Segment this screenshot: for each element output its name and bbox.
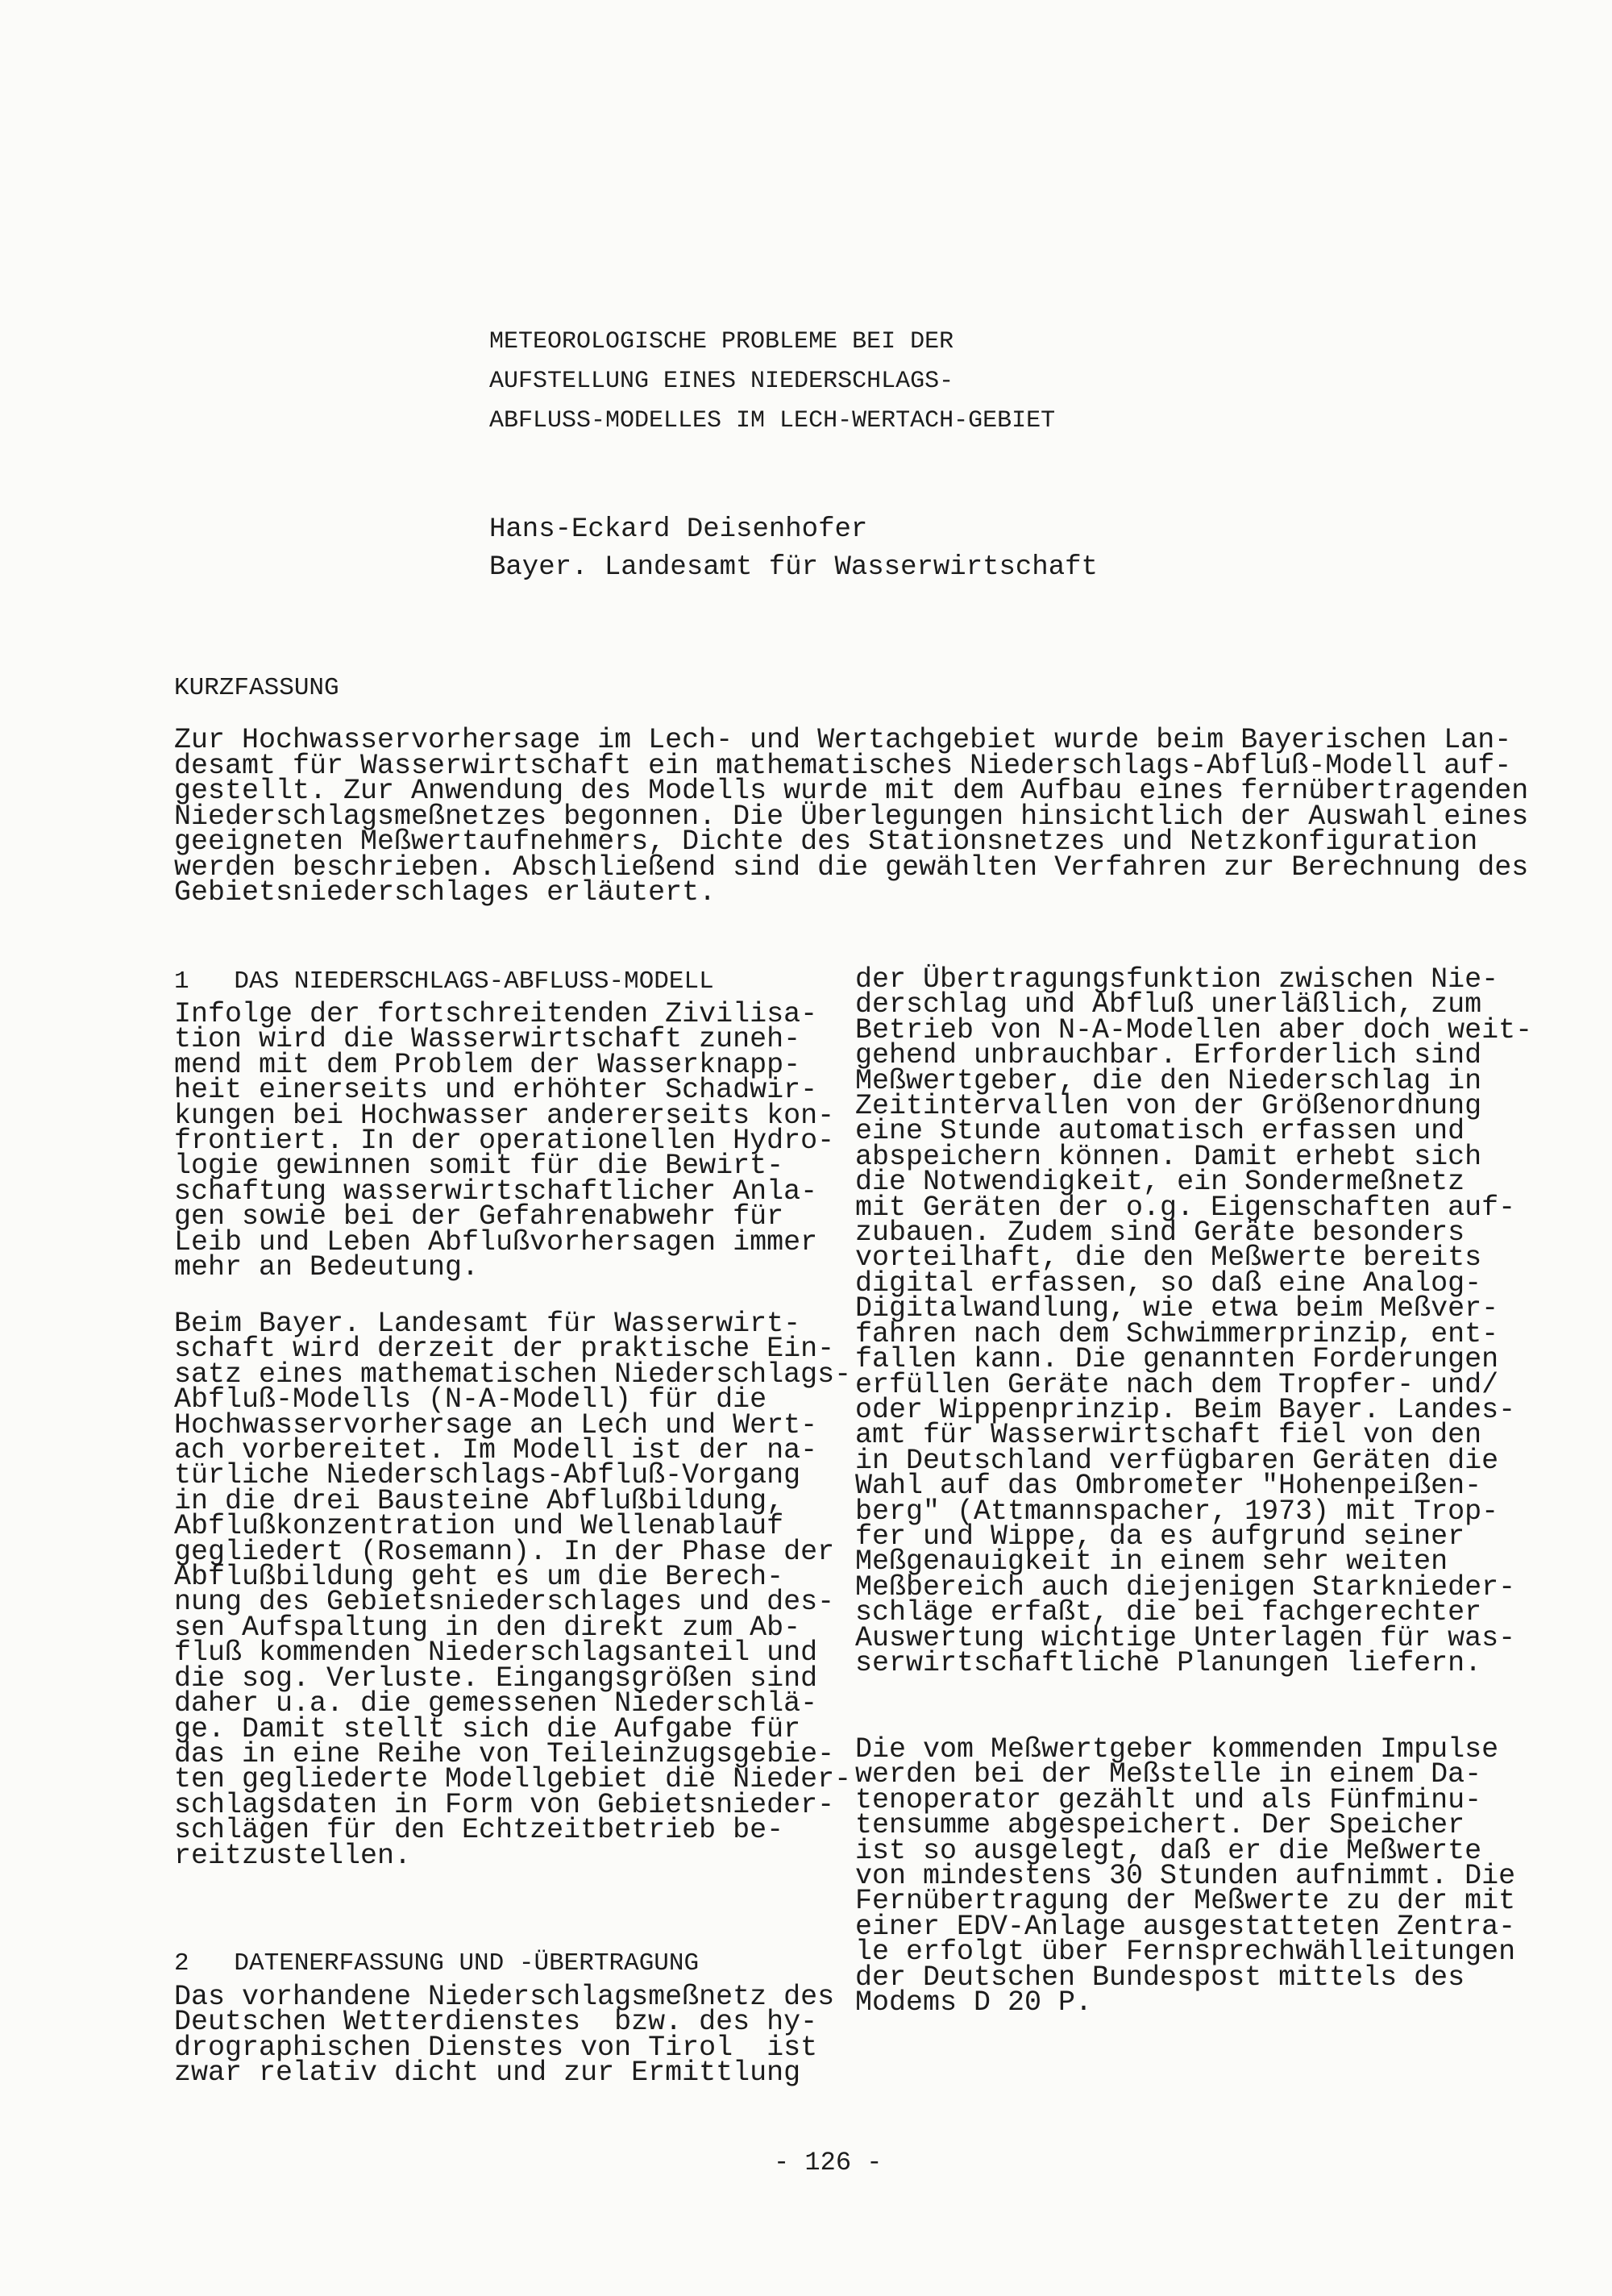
text-line: Digitalwandlung, wie etwa beim Meßver- bbox=[855, 1292, 1499, 1325]
text-line: Das vorhandene Niederschlagsmeßnetz des bbox=[174, 1981, 835, 2013]
text-line: zubauen. Zudem sind Geräte besonders bbox=[855, 1217, 1465, 1250]
text-line: Auswertung wichtige Unterlagen für was- bbox=[855, 1621, 1516, 1654]
text-line: ist so ausgelegt, daß er die Meßwerte bbox=[855, 1834, 1482, 1867]
text-line: gehend unbrauchbar. Erforderlich sind bbox=[855, 1039, 1482, 1072]
right-column-paragraph-1 bbox=[855, 963, 1533, 1679]
page-number: - 126 - bbox=[774, 2148, 883, 2177]
text-line: zwar relativ dicht und zur Ermittlung bbox=[174, 2057, 801, 2090]
text-line: fer und Wippe, da es aufgrund seiner bbox=[855, 1520, 1465, 1553]
abstract-line: geeigneten Meßwertaufnehmers, Dichte des Stationsnetzes und Netzkonfiguration bbox=[174, 826, 1478, 858]
text-line: schaft wird derzeit der praktische Ein- bbox=[174, 1333, 835, 1366]
text-line: gen sowie bei der Gefahrenabwehr für bbox=[174, 1200, 784, 1233]
text-line: satz eines mathematischen Niederschlags- bbox=[174, 1358, 852, 1391]
text-line: sen Aufspaltung in den direkt zum Ab- bbox=[174, 1611, 801, 1644]
text-line: schläge erfaßt, die bei fachgerechter bbox=[855, 1596, 1482, 1629]
abstract-line: desamt für Wasserwirtschaft ein mathematisches Niederschlags-Abfluß-Modell auf- bbox=[174, 749, 1512, 782]
text-line: serwirtschaftliche Planungen liefern. bbox=[855, 1646, 1482, 1679]
text-line: abspeichern können. Damit erhebt sich bbox=[855, 1140, 1482, 1173]
text-line: Betrieb von N-A-Modellen aber doch weit- bbox=[855, 1013, 1533, 1046]
text-line: ach vorbereitet. Im Modell ist der na- bbox=[174, 1434, 818, 1467]
text-line: frontiert. In der operationellen Hydro- bbox=[174, 1125, 835, 1158]
text-line: drographischen Dienstes von Tirol ist bbox=[174, 2031, 818, 2064]
text-line: Wahl auf das Ombrometer "Hohenpeißen- bbox=[855, 1470, 1482, 1503]
text-line: mehr an Bedeutung. bbox=[174, 1251, 480, 1284]
right-column-paragraph-2 bbox=[855, 1733, 1516, 2019]
section-2-heading: 2 DATENERFASSUNG UND -ÜBERTRAGUNG bbox=[174, 1949, 700, 1978]
text-line: Deutschen Wetterdienstes bzw. des hy- bbox=[174, 2006, 818, 2039]
text-line: Beim Bayer. Landesamt für Wasserwirt- bbox=[174, 1308, 801, 1340]
text-line: der Übertragungsfunktion zwischen Nie- bbox=[855, 963, 1499, 996]
text-line: Abflußkonzentration und Wellenablauf bbox=[174, 1510, 784, 1543]
text-line: mit Geräten der o.g. Eigenschaften auf- bbox=[855, 1191, 1516, 1224]
author-name: Hans-Eckard Deisenhofer bbox=[489, 514, 868, 545]
text-line: vorteilhaft, die den Meßwerte bereits bbox=[855, 1242, 1482, 1275]
author-affiliation: Bayer. Landesamt für Wasserwirtschaft bbox=[489, 552, 1098, 583]
text-line: gegliedert (Rosemann). In der Phase der bbox=[174, 1535, 835, 1568]
text-line: Die vom Meßwertgeber kommenden Impulse bbox=[855, 1733, 1499, 1766]
text-line: die Notwendigkeit, ein Sondermeßnetz bbox=[855, 1166, 1465, 1199]
text-line: berg" (Attmannspacher, 1973) mit Trop- bbox=[855, 1495, 1499, 1528]
text-line: Abflußbildung geht es um die Berech- bbox=[174, 1561, 784, 1594]
abstract-line: gestellt. Zur Anwendung des Modells wurde mit dem Aufbau eines fernübertragenden bbox=[174, 775, 1529, 807]
title-line: METEOROLOGISCHE PROBLEME BEI DER bbox=[489, 328, 954, 356]
document-title bbox=[489, 322, 1055, 441]
text-line: eine Stunde automatisch erfassen und bbox=[855, 1115, 1465, 1148]
text-line: schlagsdaten in Form von Gebietsnieder- bbox=[174, 1788, 835, 1821]
text-line: einer EDV-Anlage ausgestatteten Zentra- bbox=[855, 1910, 1516, 1943]
section-2-paragraph-1 bbox=[174, 1981, 835, 2090]
text-line: nung des Gebietsniederschlages und des- bbox=[174, 1586, 835, 1619]
text-line: ten gegliederte Modellgebiet die Nieder- bbox=[174, 1763, 852, 1796]
text-line: Leib und Leben Abflußvorhersagen immer bbox=[174, 1225, 818, 1258]
text-line: oder Wippenprinzip. Beim Bayer. Landes- bbox=[855, 1393, 1516, 1426]
text-line: Meßbereich auch diejenigen Starknieder- bbox=[855, 1570, 1516, 1603]
text-line: ge. Damit stellt sich die Aufgabe für bbox=[174, 1712, 801, 1745]
title-line: ABFLUSS-MODELLES IM LECH-WERTACH-GEBIET bbox=[489, 407, 1056, 435]
abstract-line: Gebietsniederschlages erläutert. bbox=[174, 876, 717, 909]
text-line: die sog. Verluste. Eingangsgrößen sind bbox=[174, 1662, 818, 1695]
section-1-heading: 1 DAS NIEDERSCHLAGS-ABFLUSS-MODELL bbox=[174, 967, 714, 996]
title-line: AUFSTELLUNG EINES NIEDERSCHLAGS- bbox=[489, 368, 954, 395]
text-line: schaftung wasserwirtschaftlicher Anla- bbox=[174, 1175, 818, 1208]
text-line: Fernübertragung der Meßwerte zu der mit bbox=[855, 1885, 1516, 1918]
text-line: amt für Wasserwirtschaft fiel von den bbox=[855, 1419, 1482, 1452]
text-line: tenoperator gezählt und als Fünfminu- bbox=[855, 1783, 1482, 1816]
text-line: fahren nach dem Schwimmerprinzip, ent- bbox=[855, 1317, 1499, 1350]
text-line: Modems D 20 P. bbox=[855, 1986, 1093, 2019]
text-line: reitzustellen. bbox=[174, 1839, 412, 1872]
text-line: le erfolgt über Fernsprechwählleitungen bbox=[855, 1936, 1516, 1969]
text-line: Meßwertgeber, die den Niederschlag in bbox=[855, 1064, 1482, 1097]
text-line: mend mit dem Problem der Wasserknapp- bbox=[174, 1048, 801, 1081]
text-line: das in eine Reihe von Teileinzugsgebie- bbox=[174, 1737, 835, 1770]
abstract-line: Niederschlagsmeßnetzes begonnen. Die Überlegungen hinsichtlich der Auswahl eines bbox=[174, 800, 1529, 833]
text-line: tensumme abgespeichert. Der Speicher bbox=[855, 1809, 1465, 1842]
text-line: werden bei der Meßstelle in einem Da- bbox=[855, 1758, 1482, 1791]
text-line: der Deutschen Bundespost mittels des bbox=[855, 1961, 1465, 1994]
abstract-line: werden beschrieben. Abschließend sind die gewählten Verfahren zur Berechnung des bbox=[174, 851, 1529, 884]
text-line: in die drei Bausteine Abflußbildung, bbox=[174, 1484, 784, 1517]
abstract-text bbox=[174, 724, 1529, 909]
text-line: fallen kann. Die genannten Forderungen bbox=[855, 1343, 1499, 1376]
text-line: digital erfassen, so daß eine Analog- bbox=[855, 1267, 1482, 1300]
text-line: Meßgenauigkeit in einem sehr weiten bbox=[855, 1545, 1448, 1578]
text-line: logie gewinnen somit für die Bewirt- bbox=[174, 1150, 784, 1183]
text-line: derschlag und Abfluß unerläßlich, zum bbox=[855, 988, 1482, 1021]
text-line: türliche Niederschlags-Abfluß-Vorgang bbox=[174, 1459, 801, 1492]
abstract-line: Zur Hochwasservorhersage im Lech- und Wertachgebiet wurde beim Bayerischen Lan- bbox=[174, 724, 1512, 756]
text-line: tion wird die Wasserwirtschaft zuneh- bbox=[174, 1023, 801, 1056]
text-line: Hochwasservorhersage an Lech und Wert- bbox=[174, 1408, 818, 1441]
text-line: daher u.a. die gemessenen Niederschlä- bbox=[174, 1687, 818, 1720]
text-line: fluß kommenden Niederschlagsanteil und bbox=[174, 1637, 818, 1670]
text-line: von mindestens 30 Stunden aufnimmt. Die bbox=[855, 1860, 1516, 1893]
text-line: Zeitintervallen von der Größenordnung bbox=[855, 1090, 1482, 1123]
text-line: heit einerseits und erhöhter Schadwir- bbox=[174, 1074, 818, 1107]
text-line: Infolge der fortschreitenden Zivilisa- bbox=[174, 998, 818, 1030]
text-line: in Deutschland verfügbaren Geräten die bbox=[855, 1444, 1499, 1477]
author-block bbox=[489, 511, 1098, 587]
text-line: Abfluß-Modells (N-A-Modell) für die bbox=[174, 1383, 767, 1416]
abstract-heading: KURZFASSUNG bbox=[174, 674, 339, 702]
section-1-paragraph-1 bbox=[174, 998, 835, 1284]
text-line: erfüllen Geräte nach dem Tropfer- und/ bbox=[855, 1368, 1499, 1401]
text-line: kungen bei Hochwasser andererseits kon- bbox=[174, 1099, 835, 1132]
section-1-paragraph-2 bbox=[174, 1308, 852, 1872]
text-line: schlägen für den Echtzeitbetrieb be- bbox=[174, 1814, 784, 1847]
